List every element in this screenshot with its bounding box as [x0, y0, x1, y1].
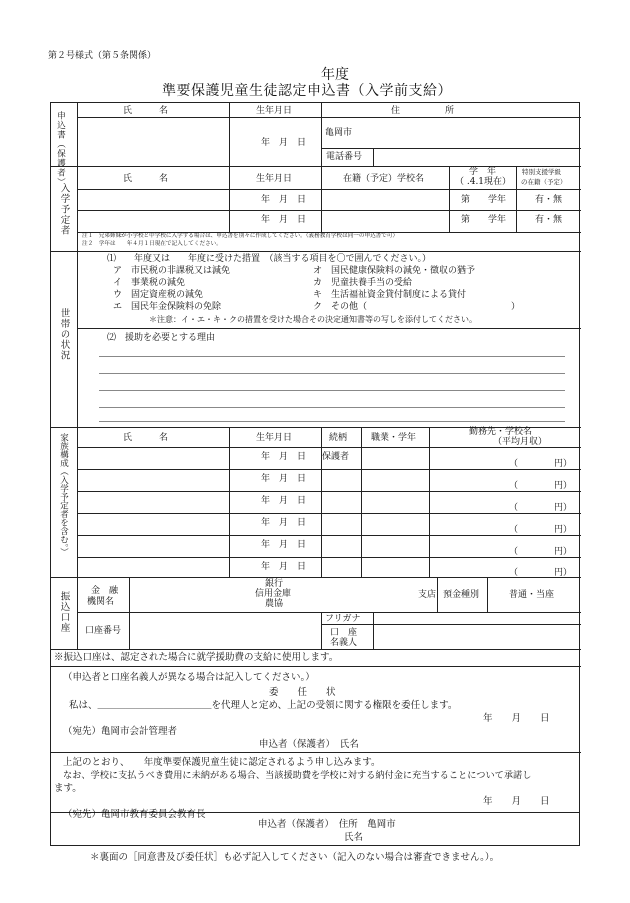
- child-grade-value: 第 学年: [461, 215, 507, 225]
- child-support-value: 有・無: [535, 195, 563, 205]
- household-section-label: 世帯の状況: [58, 308, 70, 361]
- bank-section-label: 振込口座: [58, 591, 70, 633]
- child-support-value: 有・無: [535, 215, 563, 225]
- measures-note: ＊注意：イ・エ・キ・クの措置を受けた場合その決定通知書等の写しを添付してください。: [149, 315, 477, 324]
- family-work-header-sub: （平均月収）: [493, 437, 548, 447]
- family-relation-guardian: 保護者: [322, 452, 350, 462]
- applicant-name-header: 氏 名: [123, 106, 169, 116]
- child-dob-value: 年 月 日: [261, 195, 307, 205]
- delegation-title: 委 任 状: [269, 687, 336, 698]
- family-work-header: 勤務先・学校名: [469, 427, 533, 437]
- account-holder-label-2: 名義人: [330, 638, 358, 648]
- delegation-signature: 申込者（保護者） 氏名: [259, 739, 359, 750]
- family-dob-value: 年 月 日: [261, 540, 307, 550]
- application-date: 年 月 日: [483, 796, 550, 807]
- measure-ki: キ 生活福祉資金貸付制度による貸付: [313, 290, 467, 300]
- child-name-header: 氏 名: [123, 174, 169, 184]
- account-number-label: 口座番号: [85, 626, 122, 636]
- footer-note: ＊裏面の［同意書及び委任状］も必ず記入してください（記入のない場合は審査できません。）。: [90, 852, 500, 863]
- child-grade-value: 第 学年: [461, 195, 507, 205]
- measure-i: イ 事業税の減免: [113, 278, 186, 288]
- deposit-type-value: 普通・当座: [509, 590, 555, 600]
- delegation-body: 私は、＿＿＿＿＿＿＿＿＿＿＿＿を代理人と定め、上記の受領に関する権限を委任します。: [69, 700, 458, 711]
- family-dob-value: 年 月 日: [261, 452, 307, 462]
- family-dob-value: 年 月 日: [261, 496, 307, 506]
- branch-label: 支店: [418, 590, 437, 600]
- child-grade-header: 学 年: [469, 167, 497, 177]
- delegation-addressee: （宛先）亀岡市会計管理者: [63, 726, 178, 737]
- family-income-value: （ 円）: [509, 503, 573, 513]
- application-statement-3: ます。: [54, 783, 82, 794]
- delegation-date: 年 月 日: [483, 713, 550, 724]
- fiscal-year-label: 年度: [321, 67, 349, 83]
- measure-o: オ 国民健康保険料の減免・徴収の猶予: [313, 266, 476, 276]
- application-statement-2: なお、学校に支払うべき費用に未納がある場合、当該援助費を学校に対する納付金に充当することについて承諾し: [63, 770, 532, 781]
- family-income-value: （ 円）: [509, 525, 573, 535]
- family-income-value: （ 円）: [509, 568, 573, 578]
- applicant-dob-header: 生年月日: [256, 106, 293, 116]
- family-name-header: 氏 名: [123, 433, 169, 443]
- application-statement-1: 上記のとおり、 年度準要保護児童生徒に認定されるよう申し込みます。: [63, 757, 381, 768]
- family-income-value: （ 円）: [509, 547, 573, 557]
- page-title: 準要保護児童生徒認定申込書（入学前支給）: [162, 83, 452, 99]
- bank-institution-label: 金 融: [91, 586, 119, 596]
- child-note-1: 注１ 兄弟姉妹が小学校と中学校に入学する場合は、申込書を別々に作成してください。（義務教育学校は同一の申込書で可）: [82, 233, 399, 239]
- measure-u: ウ 固定資産税の減免: [113, 290, 204, 300]
- applicant-city: 亀岡市: [325, 128, 353, 138]
- bank-type-shinkin: 信用金庫: [255, 589, 292, 599]
- measure-ku: ク その他（ ）: [313, 302, 521, 312]
- family-relation-header: 続柄: [329, 433, 348, 443]
- family-dob-header: 生年月日: [256, 433, 293, 443]
- delegation-condition: （申込者と口座名義人が異なる場合は記入してください。）: [63, 672, 315, 683]
- measure-e: エ 国民年金保険料の免除: [113, 302, 222, 312]
- family-job-header: 職業・学年: [371, 433, 417, 443]
- child-note-2: 注２ 学年は 年４月１日現在で記入してください。: [82, 241, 222, 247]
- child-support-header-sub: の在籍（予定）: [521, 178, 567, 186]
- family-section-label: 家族構成（入学予定者を含む。）: [58, 433, 69, 557]
- family-income-value: （ 円）: [509, 481, 573, 491]
- family-dob-value: 年 月 日: [261, 474, 307, 484]
- form-number: 第２号様式（第５条関係）: [48, 51, 157, 61]
- applicant-dob-value: 年 月 日: [261, 138, 307, 148]
- family-income-value: （ 円）: [509, 459, 573, 469]
- measure-ka: カ 児童扶養手当の受給: [313, 278, 413, 288]
- application-form: [50, 102, 580, 820]
- account-holder-label: 口 座: [330, 628, 358, 638]
- child-grade-header-sub: （ .4.1現在）: [455, 177, 512, 187]
- child-dob-value: 年 月 日: [261, 215, 307, 225]
- furigana-label: フリガナ: [325, 614, 361, 624]
- child-support-header: 特別支援学級: [522, 168, 561, 176]
- bank-notice: ※振込口座は、認定された場合に就学援助費の支給に使用します。: [54, 652, 339, 663]
- application-addressee: （宛先）亀岡市教育委員会教育長: [63, 809, 206, 820]
- child-section-label: 入学予定者: [58, 183, 70, 236]
- applicant-section-label: 申込書（保護者）: [55, 111, 66, 187]
- measures-question: ⑴ 年度又は 年度に受けた措置 （該当する項目を〇で囲んでください。）: [107, 254, 432, 264]
- applicant-signature-address: 申込者（保護者） 住所 亀岡市: [258, 819, 396, 830]
- child-dob-header: 生年月日: [256, 174, 293, 184]
- applicant-signature-name: 氏名: [344, 832, 364, 843]
- measure-a: ア 市民税の非課税又は減免: [113, 266, 231, 276]
- bank-type-bank: 銀行: [265, 579, 284, 589]
- bank-institution-label-2: 機関名: [87, 597, 115, 607]
- phone-label: 電話番号: [326, 152, 363, 162]
- bank-type-nokyo: 農協: [265, 599, 284, 609]
- family-dob-value: 年 月 日: [261, 562, 307, 572]
- reason-label: ⑵ 援助を必要とする理由: [107, 333, 216, 343]
- applicant-address-header: 住 所: [391, 106, 455, 116]
- family-dob-value: 年 月 日: [261, 518, 307, 528]
- child-school-header: 在籍（予定）学校名: [343, 174, 425, 184]
- deposit-type-label: 預金種別: [443, 590, 480, 600]
